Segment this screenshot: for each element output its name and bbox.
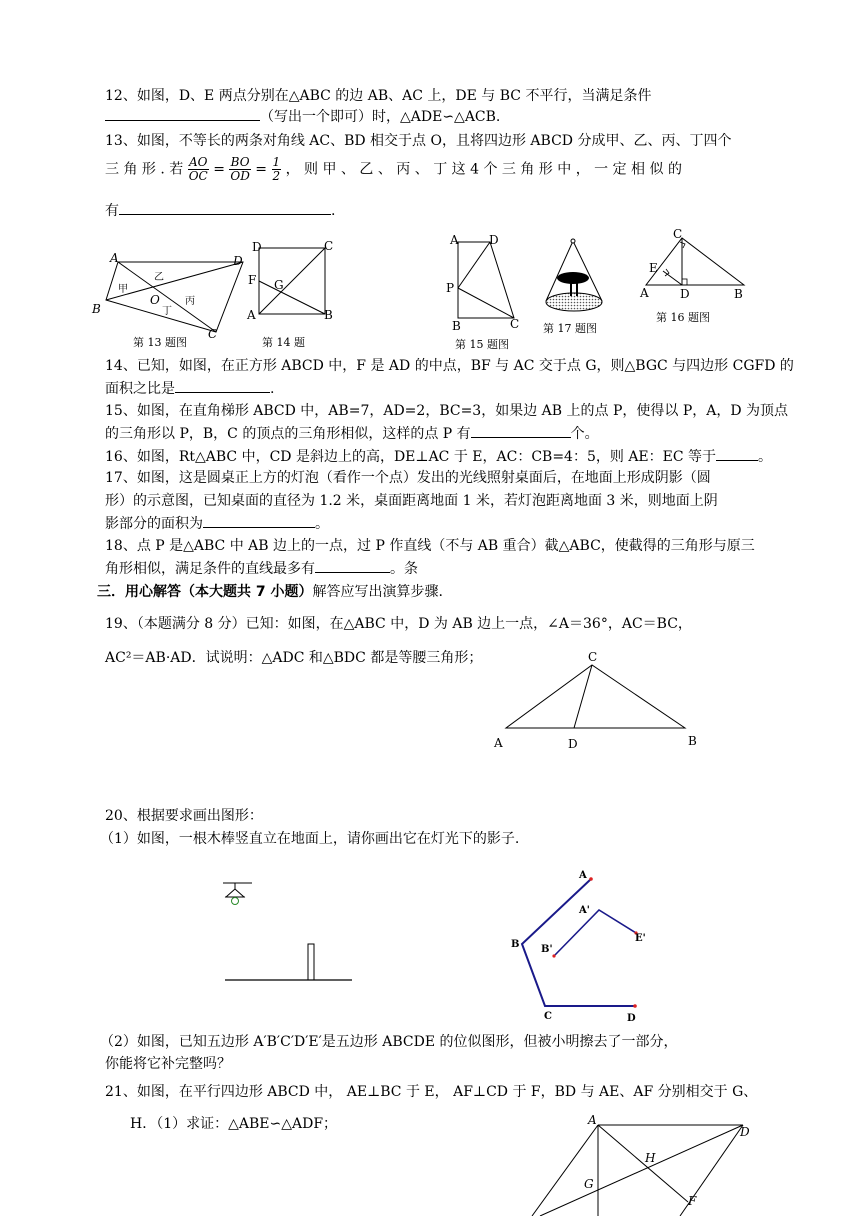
f13-caption: 第 13 题图: [133, 336, 187, 349]
f13-O: O: [150, 293, 160, 307]
figure-13: [88, 240, 258, 345]
q17-blank[interactable]: [203, 513, 315, 528]
f15-P: P: [446, 281, 455, 295]
f13-A: A: [110, 251, 119, 265]
q16-line1-text: 16、如图，Rt△ABC 中，CD 是斜边上的高，DE⊥AC 于 E，AC：CB=4：5，则 AE：EC 等于: [105, 449, 717, 465]
figure-20-1: [215, 875, 360, 985]
f16-C: C: [673, 227, 683, 241]
q18-blank[interactable]: [315, 558, 390, 573]
figure-16: [636, 225, 751, 305]
f13-jia: 甲: [118, 284, 128, 295]
q15-line1: 15、如图，在直角梯形 ABCD 中，AB=7，AD=2，BC=3，如果边 AB 上的点 P，使得以 P，A，D 为顶点: [105, 403, 789, 419]
f19-A: A: [494, 736, 503, 750]
q13-line1: 13、如图，不等长的两条对角线 AC、BD 相交于点 O，且将四边形 ABCD 分成甲、乙、丙、丁四个: [105, 133, 732, 149]
q13-frac2: [229, 156, 250, 183]
frac2-num: BO: [230, 155, 250, 169]
f20-A1: A': [579, 905, 590, 916]
frac2-den: OD: [230, 169, 250, 183]
q14-blank[interactable]: [175, 378, 270, 393]
f20-B1: B': [541, 944, 553, 955]
f17-caption: 第 17 题图: [543, 322, 597, 335]
frac3-den: 2: [272, 169, 281, 183]
q13-frac3: [272, 156, 282, 183]
f14-F: F: [248, 273, 257, 287]
f14-D: D: [252, 240, 262, 254]
q18-end: 。条: [390, 561, 418, 577]
q15-line2-text: 的三角形以 P，B，C 的顶点的三角形相似，这样的点 P 有: [105, 426, 471, 442]
f15-C: C: [510, 317, 520, 331]
q16-end: 。: [758, 449, 773, 465]
f20-C: C: [544, 1011, 552, 1022]
f21-G: G: [584, 1177, 594, 1191]
q17-end: 。: [315, 516, 329, 532]
q15-blank[interactable]: [471, 423, 571, 438]
q17-line1: 17、如图，这是圆桌正上方的灯泡（看作一个点）发出的光线照射桌面后，在地面上形成阴影（圆: [105, 470, 711, 486]
q14-line1: 14、已知，如图，在正方形 ABCD 中，F 是 AD 的中点，BF 与 AC 交于点 G，则△BGC 与四边形 CGFD 的: [105, 358, 794, 374]
q13-line3-text: 有: [105, 203, 119, 219]
q21-line2: H．（1）求证：△ABE∽△ADF；: [130, 1116, 338, 1132]
frac1-den: OC: [188, 169, 208, 183]
figure-21: [510, 1112, 775, 1216]
f14-C: C: [324, 239, 334, 253]
f14-G: G: [274, 278, 284, 292]
f19-D: D: [568, 737, 578, 751]
f20-D: D: [627, 1013, 636, 1024]
f13-C: C: [208, 327, 218, 341]
f20-A: A: [579, 870, 587, 881]
q16-line1: [105, 446, 772, 467]
q19-line2: AC²＝AB·AD．试说明：△ADC 和△BDC 都是等腰三角形；: [105, 650, 483, 666]
q20-line4: 你能将它补完整吗？: [105, 1056, 231, 1072]
q14-line2-text: 面积之比是: [105, 381, 175, 397]
q18-line1: 18、点 P 是△ABC 中 AB 边上的一点，过 P 作直线（不与 AB 重合）截△ABC，使截得的三角形与原三: [105, 538, 755, 554]
q20-line1: 20、根据要求画出图形：: [105, 808, 263, 824]
f19-B: B: [688, 734, 697, 748]
f13-yi: 乙: [154, 272, 164, 283]
f13-D: D: [233, 254, 243, 268]
figure-14: [244, 238, 336, 323]
f16-D: D: [680, 287, 690, 301]
q13-frac1: [188, 156, 209, 183]
f15-D: D: [489, 233, 499, 247]
q12-line2: [105, 106, 500, 127]
f20-E1: E': [635, 933, 646, 944]
f16-caption: 第 16 题图: [656, 311, 710, 324]
f14-B: B: [324, 308, 333, 322]
section-3-heading: [97, 582, 443, 602]
q20-line3: （2）如图，已知五边形 A′B′C′D′E′是五边形 ABCDE 的位似图形，但被小明擦去了一部分，: [100, 1034, 678, 1050]
figure-15: [442, 230, 527, 335]
q16-blank[interactable]: [716, 446, 758, 461]
f21-H: H: [645, 1151, 656, 1165]
q14-line2: 面积之比是 .: [105, 378, 274, 399]
q13-blank[interactable]: [119, 200, 331, 215]
q12-blank[interactable]: [105, 106, 260, 121]
figure-17: [540, 235, 610, 317]
f13-B: B: [92, 302, 101, 316]
f13-ding: 丁: [162, 306, 172, 317]
figure-19: [488, 645, 708, 755]
frac3-num: 1: [272, 155, 281, 169]
section-3-rest: 解答应写出演算步骤.: [312, 584, 443, 600]
q13-pre: 三 角 形 . 若: [105, 161, 184, 178]
q21-line1: 21、如图，在平行四边形 ABCD 中， AE⊥BC 于 E， AF⊥CD 于 F，BD 与 AE、AF 分别相交于 G、: [105, 1084, 758, 1100]
figure-20-2: [505, 865, 660, 1025]
f16-A: A: [640, 286, 649, 300]
q19-line1: 19、（本题满分 8 分）已知：如图，在△ABC 中，D 为 AB 边上一点，∠A＝36°，AC＝BC，: [105, 616, 692, 632]
f13-bing: 丙: [185, 296, 195, 307]
q12-line1: 12、如图，D、E 两点分别在△ABC 的边 AB、AC 上，DE 与 BC 不平行，当满足条件: [105, 88, 652, 104]
section-3-title: 三．用心解答（本大题共 7 小题）: [97, 584, 313, 600]
f14-caption: 第 14 题: [262, 336, 305, 349]
q17-line2: 形）的示意图，已知桌面的直径为 1.2 米，桌面距离地面 1 米，若灯泡距离地面 3 米，则地面上阴: [105, 493, 718, 509]
frac1-num: AO: [188, 155, 208, 169]
f15-B: B: [452, 319, 461, 333]
q17-line3: [105, 513, 329, 534]
q17-line3-text: 影部分的面积为: [105, 516, 203, 532]
f14-A: A: [247, 308, 256, 322]
q12-line2-text: （写出一个即可）时，△ADE∽△ACB.: [260, 109, 501, 125]
q18-line2: [105, 558, 418, 579]
f16-E: E: [649, 261, 658, 275]
q13-post: ， 则 甲 、 乙 、 丙 、 丁 这 4 个 三 角 形 中 ， 一 定 相 似 的: [285, 161, 682, 178]
q15-line2: [105, 423, 599, 444]
q13-line3: 有 .: [105, 200, 335, 221]
q15-line2b: 个。: [570, 426, 599, 442]
q20-line2: （1）如图，一根木棒竖直立在地面上，请你画出它在灯光下的影子.: [100, 831, 520, 847]
f15-caption: 第 15 题图: [455, 338, 509, 351]
q18-line2-text: 角形相似，满足条件的直线最多有: [105, 561, 315, 577]
f20-B: B: [511, 939, 520, 950]
f21-F: F: [688, 1194, 697, 1208]
f21-A: A: [588, 1113, 597, 1127]
f21-D: D: [740, 1125, 750, 1139]
f19-C: C: [588, 650, 598, 664]
f16-B: B: [734, 287, 743, 301]
f15-A: A: [450, 233, 459, 247]
q13-line2: 三 角 形 . 若 $\frac{AO}{OC}$ = $\frac{BO}{OD}$ = $\frac{1}{2}$ ， 则 甲 、 乙 、 丙 、 丁 这 4 个 三 角 形 中 ， 一 定 相 似 的: [105, 155, 682, 183]
